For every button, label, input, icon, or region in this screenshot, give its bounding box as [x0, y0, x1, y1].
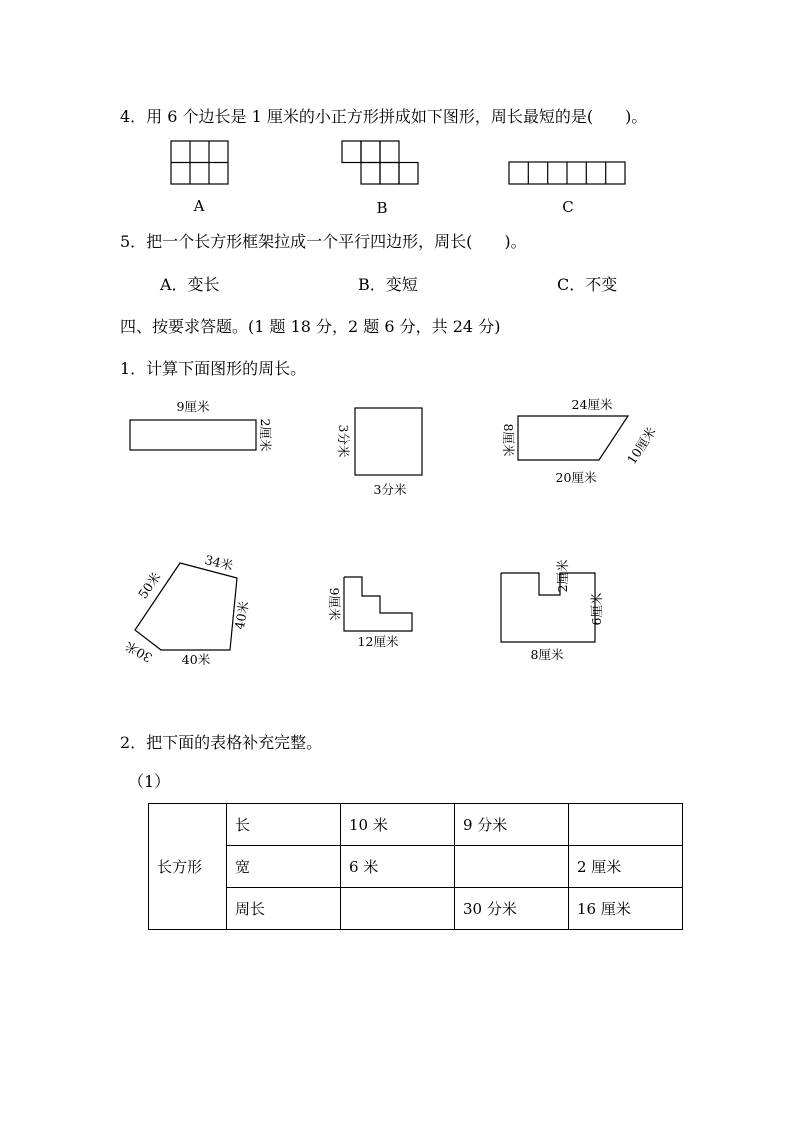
trap-slant-label: 10厘米	[623, 424, 659, 467]
figure-a-grid	[171, 141, 228, 184]
table-row	[149, 804, 683, 846]
table-cell: 2 厘米	[569, 846, 683, 888]
table-row	[149, 888, 683, 930]
q5-option-a: A．变长	[160, 275, 220, 294]
rect-length-label: 9厘米	[176, 399, 210, 414]
trap-bottom-label: 20厘米	[555, 470, 597, 485]
table-cell	[455, 846, 569, 888]
table-cell: 周长	[227, 888, 341, 930]
notch-height-label: 6厘米	[589, 592, 604, 626]
poly-upperleft-label: 50米	[135, 569, 164, 602]
section-4-q2-text: 2．把下面的表格补充完整。	[120, 733, 323, 752]
table-cell: 长	[227, 804, 341, 846]
poly-right-label: 40米	[231, 599, 252, 631]
table-cell: 30 分米	[455, 888, 569, 930]
stair-height-label: 9厘米	[327, 587, 342, 621]
poly-top-label: 34米	[203, 552, 235, 574]
table-cell	[341, 888, 455, 930]
square-bottom-label: 3分米	[373, 482, 407, 497]
trapezoid-figure	[518, 416, 628, 460]
notch-depth-label: 2厘米	[555, 559, 570, 593]
stair-bottom-label: 12厘米	[357, 634, 399, 649]
perimeter-table	[148, 803, 683, 930]
q5-option-c: C．不变	[557, 275, 618, 294]
question-5-text: 5．把一个长方形框架拉成一个平行四边形，周长( )。	[120, 232, 527, 251]
row-header-cell: 长方形	[149, 804, 227, 930]
question-4-text: 4．用 6 个边长是 1 厘米的小正方形拼成如下图形，周长最短的是( )。	[120, 107, 648, 126]
figure-b-grid	[342, 141, 418, 184]
figure-a-label: A	[193, 197, 205, 215]
staircase-figure	[344, 577, 412, 631]
poly-bottom-label: 40米	[181, 652, 211, 667]
square-figure	[355, 408, 422, 475]
section-4-q1-text: 1．计算下面图形的周长。	[120, 359, 307, 378]
trap-left-label: 8厘米	[501, 423, 516, 457]
table-cell: 宽	[227, 846, 341, 888]
figure-b-label: B	[376, 199, 388, 217]
rect-width-label: 2厘米	[258, 418, 273, 452]
table-cell: 16 厘米	[569, 888, 683, 930]
table-cell: 9 分米	[455, 804, 569, 846]
poly-lowerleft-label: 30米	[122, 638, 155, 666]
table-row	[149, 846, 683, 888]
figure-c-label: C	[562, 198, 574, 216]
table-cell: 6 米	[341, 846, 455, 888]
rectangle-figure	[130, 420, 256, 450]
notched-figure	[501, 573, 595, 642]
notch-bottom-label: 8厘米	[530, 647, 564, 662]
q5-option-b: B．变短	[358, 275, 418, 294]
section-4-q2-sub: （1）	[128, 772, 171, 791]
trap-top-label: 24厘米	[571, 397, 613, 412]
square-side-label: 3分米	[336, 424, 351, 458]
table-cell	[569, 804, 683, 846]
table-cell: 10 米	[341, 804, 455, 846]
section-4-heading: 四、按要求答题。(1 题 18 分，2 题 6 分，共 24 分)	[120, 317, 501, 336]
figure-c-grid	[509, 162, 625, 184]
